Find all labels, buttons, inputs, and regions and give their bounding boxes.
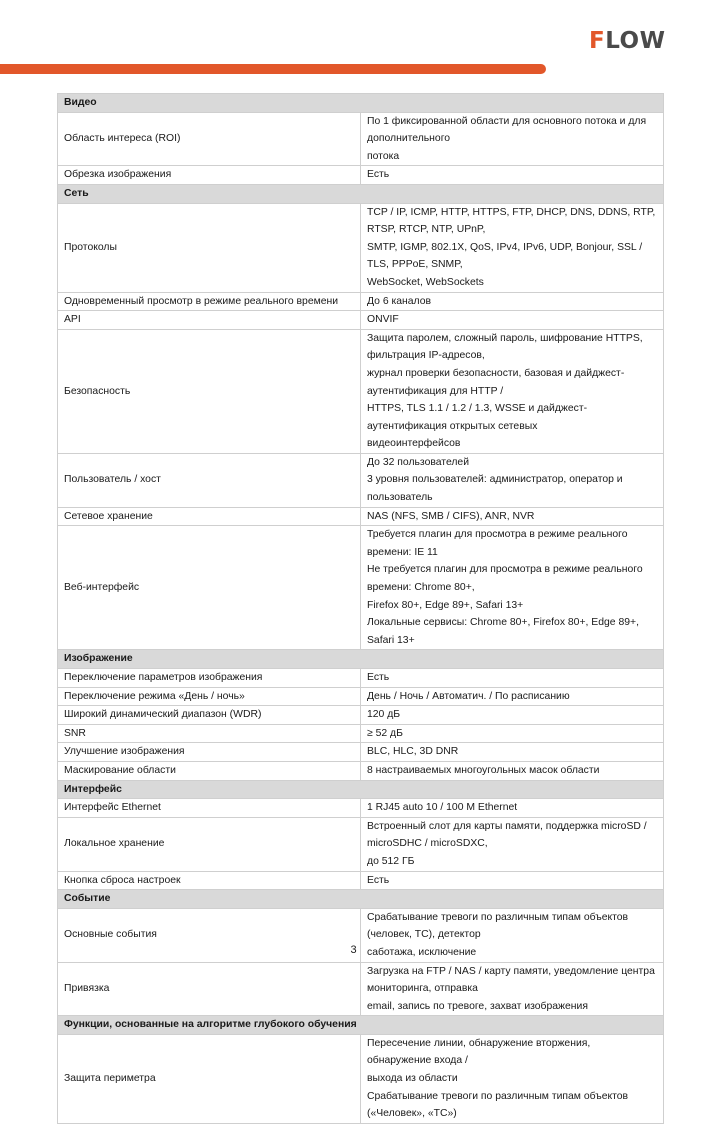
spec-table — [57, 93, 664, 1124]
spec-label: Улучшение изображения — [58, 743, 361, 762]
spec-row — [58, 453, 664, 507]
spec-row — [58, 743, 664, 762]
spec-row — [58, 724, 664, 743]
spec-value-line: выхода из области — [367, 1073, 458, 1085]
spec-row — [58, 112, 664, 166]
spec-label: Привязка — [58, 962, 361, 1016]
spec-label: Обрезка изображения — [58, 166, 361, 185]
spec-value — [361, 166, 664, 185]
spec-label: Защита периметра — [58, 1034, 361, 1123]
spec-row — [58, 706, 664, 725]
section-header-row — [58, 780, 664, 799]
spec-value — [361, 453, 664, 507]
spec-value-line: BLC, HLC, 3D DNR — [367, 746, 459, 758]
spec-label: Кнопка сброса настроек — [58, 871, 361, 890]
spec-value-line: WebSocket, WebSockets — [367, 276, 484, 288]
flow-logo — [589, 28, 675, 52]
spec-value — [361, 817, 664, 871]
spec-value-line: NAS (NFS, SMB / CIFS), ANR, NVR — [367, 510, 535, 522]
spec-value-line: День / Ночь / Автоматич. / По расписанию — [367, 690, 570, 702]
spec-value-line: Есть — [367, 874, 390, 886]
spec-value — [361, 526, 664, 650]
spec-value — [361, 724, 664, 743]
spec-row — [58, 329, 664, 453]
section-header-row — [58, 890, 664, 909]
spec-label: Широкий динамический диапазон (WDR) — [58, 706, 361, 725]
spec-label: Сетевое хранение — [58, 507, 361, 526]
spec-label: Локальное хранение — [58, 817, 361, 871]
section-title: Видео — [58, 94, 664, 113]
spec-value-line: До 6 каналов — [367, 295, 432, 307]
spec-row — [58, 311, 664, 330]
spec-value-line: 120 дБ — [367, 709, 401, 721]
section-header-row — [58, 650, 664, 669]
logo-accent-letter: F — [589, 28, 606, 54]
spec-value-line: Загрузка на FTP / NAS / карту памяти, уведомление центра мониторинга, отправка — [367, 965, 655, 995]
spec-row — [58, 962, 664, 1016]
spec-label: Протоколы — [58, 203, 361, 292]
section-title: Функции, основанные на алгоритме глубокого обучения — [58, 1016, 664, 1035]
spec-value — [361, 761, 664, 780]
spec-label: SNR — [58, 724, 361, 743]
spec-label: Маскирование области — [58, 761, 361, 780]
spec-label: Переключение режима «День / ночь» — [58, 687, 361, 706]
spec-label: Интерфейс Ethernet — [58, 799, 361, 818]
spec-table-body — [58, 94, 664, 1124]
page-number: 3 — [350, 944, 357, 956]
spec-value-line: до 512 ГБ — [367, 855, 415, 867]
spec-value — [361, 799, 664, 818]
spec-value-line: 1 RJ45 auto 10 / 100 M Ethernet — [367, 802, 518, 814]
spec-value-line: Срабатывание тревоги по различным типам объектов («Человек», «ТС») — [367, 1090, 629, 1120]
spec-row — [58, 871, 664, 890]
spec-value-line: 3 уровня пользователей: администратор, оператор и пользователь — [367, 474, 623, 504]
section-title: Сеть — [58, 184, 664, 203]
spec-value — [361, 311, 664, 330]
spec-label: Область интереса (ROI) — [58, 112, 361, 166]
spec-value-line: потока — [367, 150, 400, 162]
spec-value-line: Есть — [367, 672, 390, 683]
spec-value-line: Есть — [367, 169, 390, 181]
spec-label: Одновременный просмотр в режиме реального времени — [58, 292, 361, 311]
spec-value-line: По 1 фиксированной области для основного потока и для дополнительного — [367, 115, 647, 145]
spec-value-line: Пересечение линии, обнаружение вторжения, обнаружение входа / — [367, 1037, 591, 1067]
spec-label: Основные события — [58, 908, 361, 962]
spec-value-line: До 32 пользователей — [367, 456, 470, 468]
section-header-row — [58, 184, 664, 203]
spec-value — [361, 743, 664, 762]
spec-row — [58, 507, 664, 526]
spec-value-line: журнал проверки безопасности, базовая и дайджест-аутентификация для HTTP / — [367, 367, 625, 397]
spec-value — [361, 329, 664, 453]
spec-value-line: ONVIF — [367, 314, 399, 326]
spec-value-line: Защита паролем, сложный пароль, шифрование HTTPS, фильтрация IP-адресов, — [367, 332, 643, 362]
spec-row — [58, 526, 664, 650]
spec-value-line: Срабатывание тревоги по различным типам объектов (человек, ТС), детектор — [367, 911, 629, 941]
section-title: Изображение — [58, 650, 664, 669]
spec-value-line: SMTP, IGMP, 802.1X, QoS, IPv4, IPv6, UDP, Bonjour, SSL / TLS, PPPoE, SNMP, — [367, 241, 643, 271]
spec-value — [361, 871, 664, 890]
spec-value-line: Требуется плагин для просмотра в режиме реального времени: IE 11 — [367, 529, 628, 558]
header-accent-bar — [0, 64, 546, 74]
spec-value-line: TCP / IP, ICMP, HTTP, HTTPS, FTP, DHCP, DNS, DDNS, RTP, RTSP, RTCP, NTP, UPnP, — [367, 206, 656, 236]
spec-label: Пользователь / хост — [58, 453, 361, 507]
spec-value — [361, 687, 664, 706]
section-title: Интерфейс — [58, 780, 664, 799]
spec-value-line: Локальные сервисы: Chrome 80+, Firefox 80+, Edge 89+, Safari 13+ — [367, 617, 639, 646]
spec-label: Переключение параметров изображения — [58, 669, 361, 688]
section-title: Событие — [58, 890, 664, 909]
logo-rest-letters: LOW — [605, 28, 666, 54]
spec-value — [361, 1034, 664, 1123]
spec-row — [58, 166, 664, 185]
spec-value-line: 8 настраиваемых многоугольных масок области — [367, 764, 600, 776]
spec-row — [58, 761, 664, 780]
spec-value — [361, 962, 664, 1016]
spec-value-line: HTTPS, TLS 1.1 / 1.2 / 1.3, WSSE и дайджест-аутентификация открытых сетевых — [367, 403, 588, 432]
spec-value-line: Firefox 80+, Edge 89+, Safari 13+ — [367, 599, 524, 611]
spec-row — [58, 669, 664, 688]
spec-value-line: саботажа, исключение — [367, 946, 477, 958]
spec-value-line: Не требуется плагин для просмотра в режиме реального времени: Chrome 80+, — [367, 564, 643, 594]
spec-row — [58, 1034, 664, 1123]
spec-row — [58, 799, 664, 818]
spec-label: Безопасность — [58, 329, 361, 453]
spec-value — [361, 669, 664, 688]
spec-label: Веб-интерфейс — [58, 526, 361, 650]
spec-row — [58, 817, 664, 871]
spec-row — [58, 687, 664, 706]
spec-value — [361, 706, 664, 725]
spec-value-line: видеоинтерфейсов — [367, 438, 461, 450]
spec-label: API — [58, 311, 361, 330]
spec-value-line: Встроенный слот для карты памяти, поддержка microSD / microSDHC / microSDXC, — [367, 820, 647, 850]
spec-value — [361, 112, 664, 166]
spec-row — [58, 203, 664, 292]
spec-value — [361, 203, 664, 292]
spec-value-line: ≥ 52 дБ — [367, 727, 403, 739]
spec-value-line: email, запись по тревоге, захват изображения — [367, 1000, 588, 1012]
spec-row — [58, 292, 664, 311]
spec-value — [361, 292, 664, 311]
section-header-row — [58, 1016, 664, 1035]
spec-value — [361, 507, 664, 526]
section-header-row — [58, 94, 664, 113]
